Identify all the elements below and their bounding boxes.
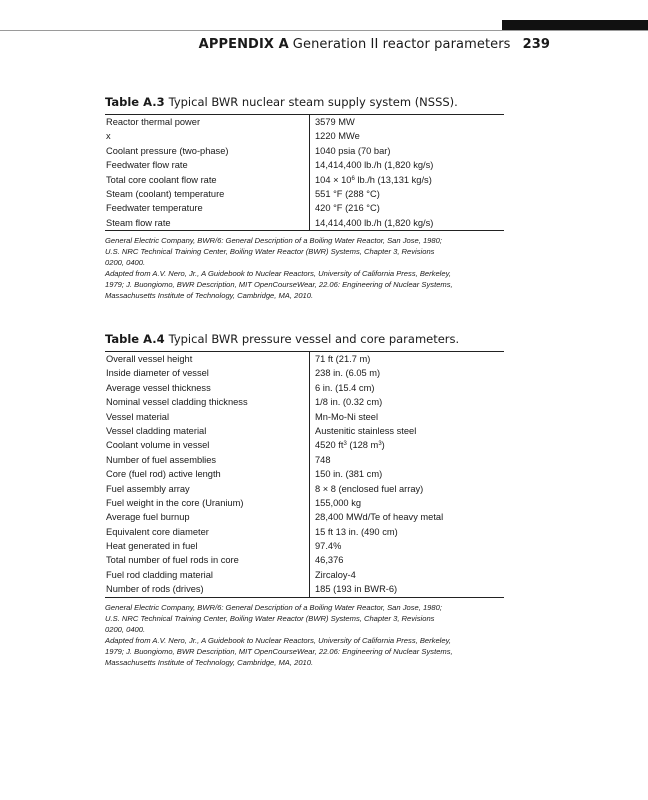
source-note-line: 1979; J. Buongiomo, BWR Description, MIT OpenCourseWear, 22.06: Engineering of Nuclear Systems, bbox=[105, 280, 453, 290]
value-cell bbox=[309, 438, 504, 452]
table-a3-caption-text: Typical BWR nuclear steam supply system (NSSS). bbox=[168, 95, 458, 109]
value-cell: 748 bbox=[309, 453, 504, 467]
table-row bbox=[105, 395, 504, 409]
value-unit: (128 m bbox=[346, 440, 379, 451]
value-base: 104 × 10 bbox=[315, 174, 352, 185]
value-cell: 15 ft 13 in. (490 cm) bbox=[309, 525, 504, 539]
table-a3 bbox=[105, 95, 504, 301]
table-row bbox=[105, 352, 504, 366]
table-row bbox=[105, 582, 504, 596]
param-cell: Average vessel thickness bbox=[106, 382, 211, 393]
value-cell: 420 °F (216 °C) bbox=[309, 201, 504, 215]
table-a4-caption-text: Typical BWR pressure vessel and core parameters. bbox=[168, 332, 460, 346]
table-a3-label: Table A.3 bbox=[105, 95, 165, 109]
value-cell: 6 in. (15.4 cm) bbox=[309, 381, 504, 395]
value-unit: lb./h (13,131 kg/s) bbox=[354, 174, 432, 185]
param-cell: Number of rods (drives) bbox=[106, 584, 204, 595]
value-cell: 551 °F (288 °C) bbox=[309, 187, 504, 201]
param-cell: Overall vessel height bbox=[106, 354, 193, 364]
param-cell: Steam (coolant) temperature bbox=[106, 188, 225, 199]
table-row bbox=[105, 381, 504, 395]
table-row bbox=[105, 366, 504, 380]
table-a3-caption bbox=[105, 95, 504, 109]
param-cell: Coolant volume in vessel bbox=[106, 440, 210, 451]
param-cell: Feedwater temperature bbox=[106, 203, 203, 214]
table-a4-source-notes bbox=[105, 602, 504, 668]
source-note-line: General Electric Company, BWR/6: General Description of a Boiling Water Reactor, San Jose, 1980; bbox=[105, 602, 442, 612]
table-row bbox=[105, 438, 504, 452]
running-header bbox=[199, 37, 550, 52]
value-unit-close: ) bbox=[381, 440, 385, 451]
table-row bbox=[105, 144, 504, 158]
source-note-line: U.S. NRC Technical Training Center, Boiling Water Reactor (BWR) Systems, Chapter 3, Revisions bbox=[105, 613, 435, 623]
value-cell: 8 × 8 (enclosed fuel array) bbox=[309, 482, 504, 496]
value-cell: 14,414,400 lb./h (1,820 kg/s) bbox=[309, 216, 504, 230]
table-a4-label: Table A.4 bbox=[105, 332, 165, 346]
param-cell: Fuel assembly array bbox=[106, 483, 190, 494]
value-cell: 97.4% bbox=[309, 539, 504, 553]
value-exponent: 3 bbox=[343, 441, 347, 448]
table-a3-source-notes bbox=[105, 235, 504, 301]
table-row bbox=[105, 216, 504, 230]
source-note-line: General Electric Company, BWR/6: General Description of a Boiling Water Reactor, San Jose, 1980; bbox=[105, 236, 442, 246]
source-note-line: Massachusetts Institute of Technology, Cambridge, MA, 2010. bbox=[105, 657, 314, 667]
param-cell: Inside diameter of vessel bbox=[106, 368, 209, 379]
param-cell: Nominal vessel cladding thickness bbox=[106, 397, 248, 408]
table-row bbox=[105, 553, 504, 567]
value-exponent: 6 bbox=[351, 175, 355, 182]
table-row bbox=[105, 467, 504, 481]
value-cell: 28,400 MWd/Te of heavy metal bbox=[309, 510, 504, 524]
source-note-line: U.S. NRC Technical Training Center, Boiling Water Reactor (BWR) Systems, Chapter 3, Revisions bbox=[105, 247, 435, 257]
value-cell: Austenitic stainless steel bbox=[309, 424, 504, 438]
table-row bbox=[105, 173, 504, 187]
table-a3-body bbox=[105, 114, 504, 231]
source-note-line: Adapted from A.V. Nero, Jr., A Guidebook to Nuclear Reactors, University of California Press, Berkeley, bbox=[105, 635, 451, 645]
param-cell: Equivalent core diameter bbox=[106, 526, 209, 537]
value-cell: 1040 psia (70 bar) bbox=[309, 144, 504, 158]
header-rule bbox=[0, 30, 648, 31]
param-cell: Total number of fuel rods in core bbox=[106, 555, 239, 566]
param-cell: Number of fuel assemblies bbox=[106, 454, 217, 465]
source-note-line: 0200, 0400. bbox=[105, 258, 146, 268]
param-cell: Coolant pressure (two-phase) bbox=[106, 145, 229, 156]
running-title: Generation II reactor parameters bbox=[292, 37, 511, 52]
table-row bbox=[105, 129, 504, 143]
source-note-line: 0200, 0400. bbox=[105, 624, 146, 634]
source-note-line: Massachusetts Institute of Technology, Cambridge, MA, 2010. bbox=[105, 291, 314, 301]
table-row bbox=[105, 410, 504, 424]
param-cell: Fuel rod cladding material bbox=[106, 569, 213, 580]
table-row bbox=[105, 510, 504, 524]
param-cell: Core (fuel rod) active length bbox=[106, 469, 221, 480]
value-cell: 71 ft (21.7 m) bbox=[309, 352, 504, 366]
param-cell: Total core coolant flow rate bbox=[106, 174, 217, 185]
table-row bbox=[105, 115, 504, 129]
source-note-line: 1979; J. Buongiomo, BWR Description, MIT OpenCourseWear, 22.06: Engineering of Nuclear Systems, bbox=[105, 646, 453, 656]
table-a4 bbox=[105, 332, 504, 668]
value-cell: 1/8 in. (0.32 cm) bbox=[309, 395, 504, 409]
param-cell: Vessel cladding material bbox=[106, 425, 207, 436]
table-row bbox=[105, 525, 504, 539]
value-cell bbox=[309, 173, 504, 187]
value-cell: Zircaloy-4 bbox=[309, 568, 504, 582]
table-row bbox=[105, 482, 504, 496]
page-number: 239 bbox=[522, 37, 550, 52]
appendix-label: APPENDIX A bbox=[198, 37, 289, 52]
table-row bbox=[105, 424, 504, 438]
value-cell: 238 in. (6.05 m) bbox=[309, 366, 504, 380]
param-cell: Fuel weight in the core (Uranium) bbox=[106, 497, 244, 508]
table-row bbox=[105, 496, 504, 510]
value-cell: 150 in. (381 cm) bbox=[309, 467, 504, 481]
table-row bbox=[105, 568, 504, 582]
param-cell: Heat generated in fuel bbox=[106, 541, 198, 552]
param-cell: x bbox=[106, 131, 111, 142]
table-a4-body bbox=[105, 351, 504, 598]
table-a4-caption bbox=[105, 332, 504, 346]
value-exponent: 3 bbox=[378, 441, 382, 448]
table-row bbox=[105, 201, 504, 215]
value-cell: 14,414,400 lb./h (1,820 kg/s) bbox=[309, 158, 504, 172]
param-cell: Feedwater flow rate bbox=[106, 160, 188, 171]
value-cell: 1220 MWe bbox=[309, 129, 504, 143]
value-cell: 3579 MW bbox=[309, 115, 504, 129]
value-base: 4520 ft bbox=[315, 440, 344, 451]
table-row bbox=[105, 158, 504, 172]
source-note-line: Adapted from A.V. Nero, Jr., A Guidebook to Nuclear Reactors, University of California Press, Berkeley, bbox=[105, 269, 451, 279]
value-cell: Mn-Mo-Ni steel bbox=[309, 410, 504, 424]
value-cell: 155,000 kg bbox=[309, 496, 504, 510]
param-cell: Reactor thermal power bbox=[106, 117, 201, 127]
param-cell: Vessel material bbox=[106, 411, 170, 422]
value-cell: 46,376 bbox=[309, 553, 504, 567]
table-row bbox=[105, 187, 504, 201]
table-row bbox=[105, 539, 504, 553]
value-cell: 185 (193 in BWR-6) bbox=[309, 582, 504, 596]
table-row bbox=[105, 453, 504, 467]
param-cell: Steam flow rate bbox=[106, 217, 171, 228]
param-cell: Average fuel burnup bbox=[106, 512, 190, 523]
